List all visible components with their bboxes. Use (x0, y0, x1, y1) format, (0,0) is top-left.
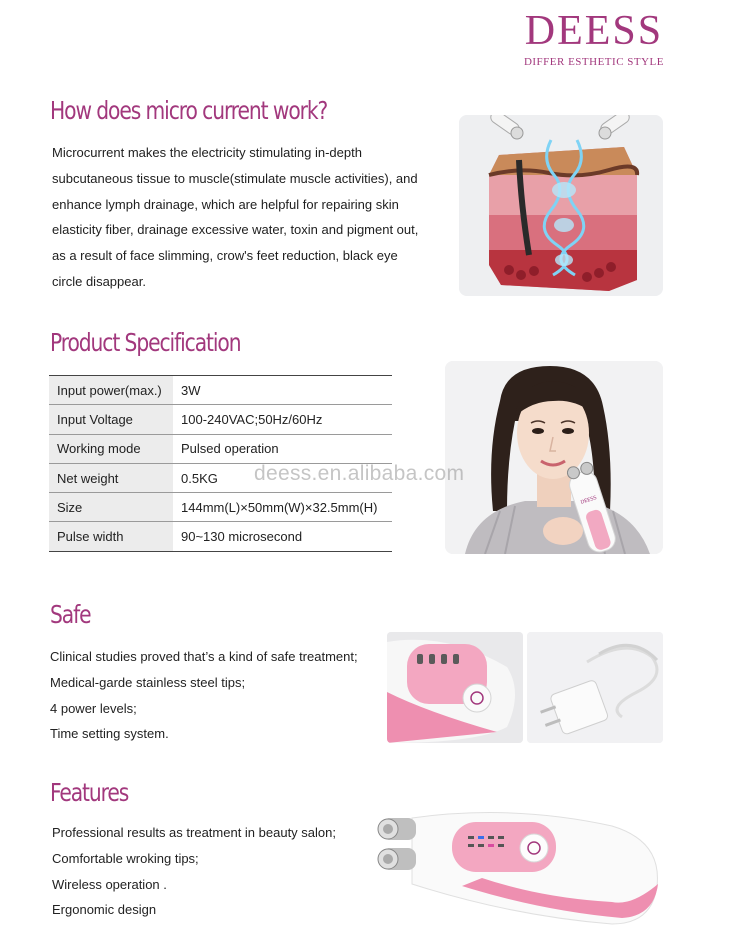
list-item: Clinical studies proved that’s a kind of safe treatment; (50, 649, 358, 664)
model-illustration (445, 361, 663, 554)
spec-label: Working mode (49, 434, 173, 463)
device-closeup-illustration (387, 632, 523, 743)
spec-value: 90~130 microsecond (181, 529, 303, 545)
paragraph-line: as a result of face slimming, crow's feet reduction, black eye (52, 248, 398, 264)
list-item: Professional results as treatment in beauty salon; (52, 825, 336, 840)
brand-tagline: DIFFER ESTHETIC STYLE (523, 56, 664, 68)
spec-label: Pulse width (49, 522, 173, 551)
paragraph-line: subcutaneous tissue to muscle(stimulate muscle activities), and (52, 170, 418, 186)
spec-value: Pulsed operation (181, 441, 279, 457)
device-product-photo (372, 806, 670, 934)
safe-list (50, 644, 358, 747)
micro-current-paragraph (52, 140, 418, 295)
product-specification-heading: Product Specification (50, 328, 241, 357)
features-list (52, 820, 336, 923)
table-row (49, 376, 392, 405)
device-brand-label: DEESS (579, 494, 598, 506)
brand-logo (524, 8, 664, 68)
skin-diagram (459, 115, 663, 296)
watermark: deess.en.alibaba.com (254, 462, 465, 485)
spec-label: Size (49, 493, 173, 522)
paragraph-line: Microcurrent makes the electricity stimulating in-depth (52, 145, 362, 160)
paragraph-line: elasticity fiber, drainage excessive water, toxin and pigment out, (52, 222, 419, 238)
list-item: Time setting system. (50, 726, 169, 742)
table-row (49, 434, 392, 463)
spec-value: 144mm(L)×50mm(W)×32.5mm(H) (181, 499, 378, 515)
features-heading: Features (50, 778, 129, 807)
list-item: 4 power levels; (50, 700, 137, 716)
list-item: Ergonomic design (52, 902, 157, 918)
list-item: Medical-garde stainless steel tips; (50, 674, 246, 690)
paragraph-line: enhance lymph drainage, which are helpful for repairing skin (52, 196, 399, 212)
spec-label: Net weight (49, 463, 173, 492)
table-row (49, 522, 392, 551)
table-row (49, 405, 392, 434)
device-product-illustration (372, 806, 670, 934)
spec-label: Input power(max.) (49, 376, 173, 405)
paragraph-line: circle disappear. (52, 273, 146, 289)
brand-name: DEESS (524, 8, 664, 54)
spec-value: 3W (181, 382, 201, 398)
micro-current-heading: How does micro current work? (50, 96, 328, 125)
safe-heading: Safe (50, 600, 91, 629)
skin-layer-illustration (459, 115, 663, 296)
spec-value: 100-240VAC;50Hz/60Hz (181, 411, 323, 427)
spec-label: Input Voltage (49, 405, 173, 434)
list-item: Comfortable wroking tips; (52, 850, 199, 866)
charger-photo (527, 632, 663, 743)
spec-value: 0.5KG (181, 470, 218, 486)
table-row (49, 493, 392, 522)
device-closeup-photo (387, 632, 523, 743)
model-photo (445, 361, 663, 554)
charger-illustration (527, 632, 663, 743)
list-item: Wireless operation . (52, 876, 167, 892)
